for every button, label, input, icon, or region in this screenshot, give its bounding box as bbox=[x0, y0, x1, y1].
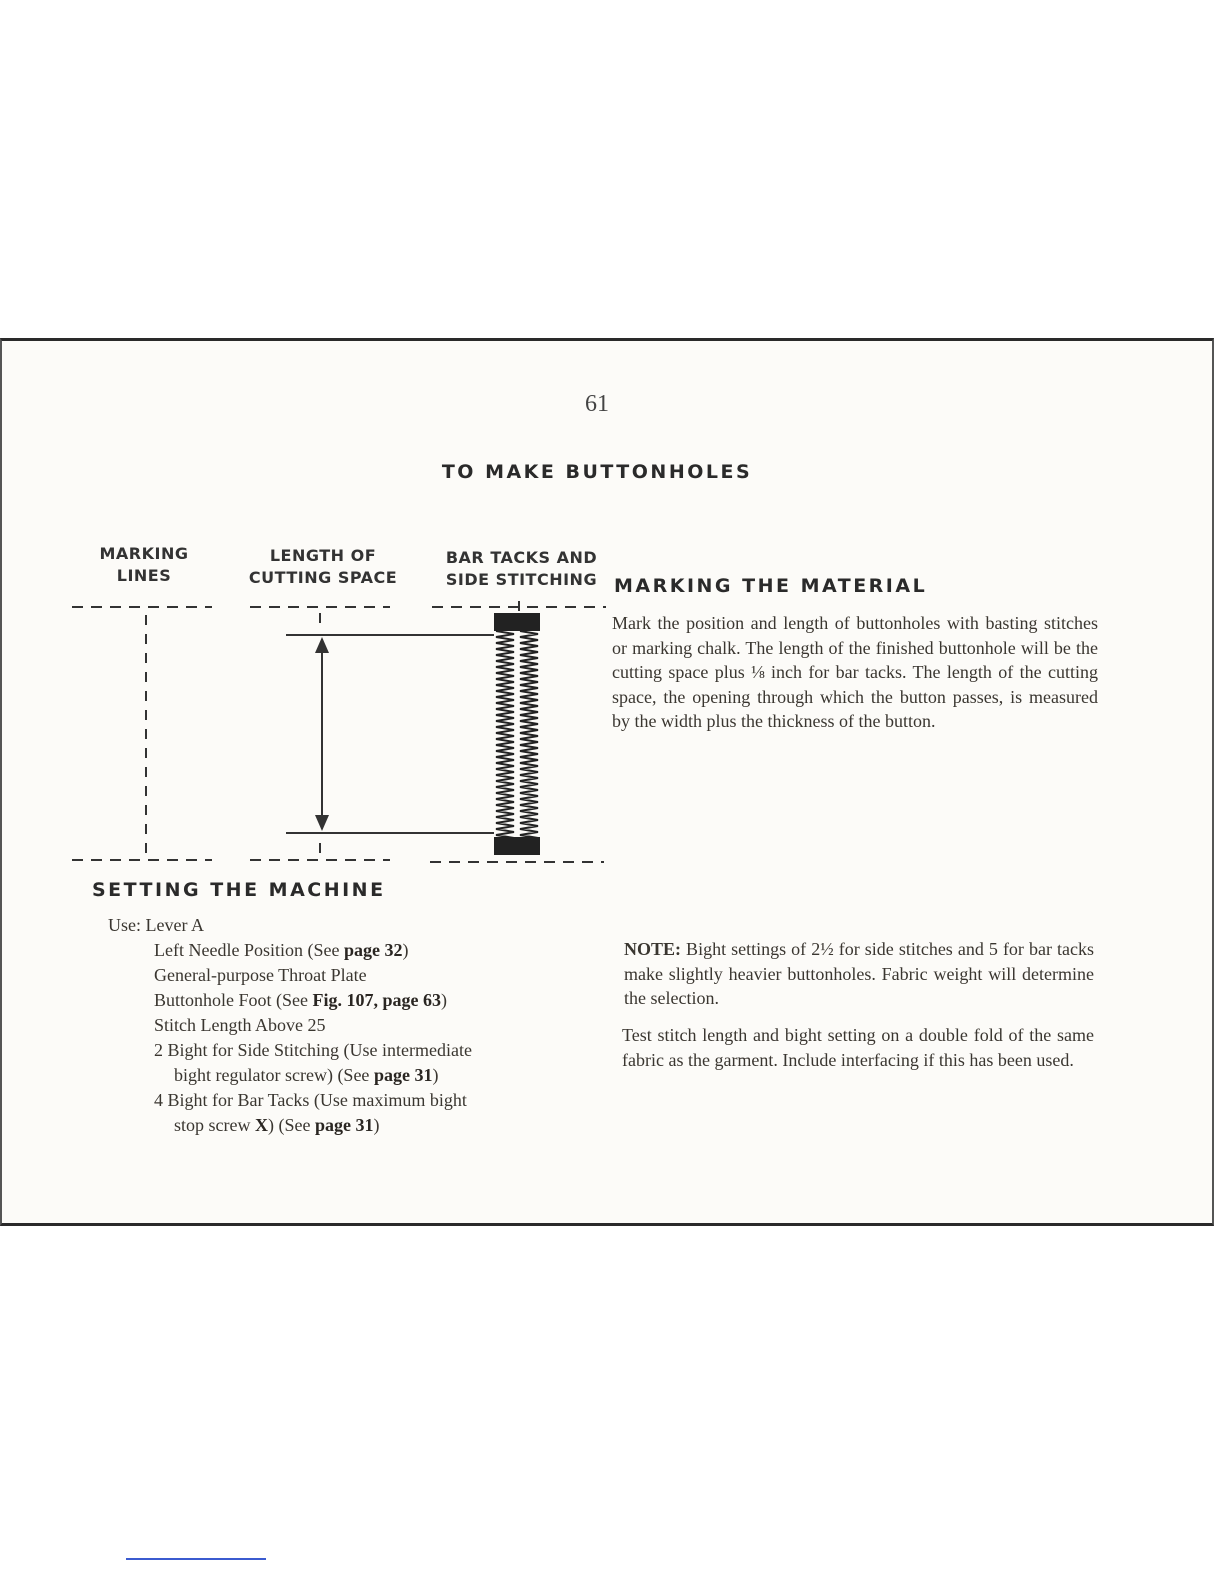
test-paragraph: Test stitch length and bight setting on a double fold of the same fabric as the garment. Include interfacing if this has been used. bbox=[622, 1025, 1094, 1070]
bar-page-ref: page 31 bbox=[314, 1115, 374, 1135]
setting-use-row: Use: Lever A bbox=[108, 915, 204, 935]
label-bar-tacks: BAR TACKS AND SIDE STITCHING bbox=[445, 548, 598, 589]
label-marking-lines: MARKING LINES bbox=[99, 544, 189, 585]
lever-item: Lever A bbox=[145, 915, 204, 935]
side-page-ref: page 31 bbox=[373, 1065, 433, 1085]
page-title: TO MAKE BUTTONHOLES bbox=[441, 461, 753, 483]
screw-x-ref: X bbox=[254, 1115, 268, 1135]
setting-heading: SETTING THE MACHINE bbox=[92, 879, 386, 901]
label-cutting-space: LENGTH OF CUTTING SPACE bbox=[248, 546, 398, 587]
stitch-length-item: Stitch Length Above 25 bbox=[154, 1015, 326, 1035]
foot-figure-ref: Fig. 107, page 63 bbox=[312, 990, 441, 1010]
foot-item: Buttonhole Foot (See Fig. 107, page 63) bbox=[154, 990, 447, 1010]
side-stitch-item: 2 Bight for Side Stitching (Use intermediate bbox=[154, 1040, 472, 1060]
arrow-up-head bbox=[315, 637, 329, 653]
note-paragraph: NOTE: Bight settings of 2½ for side stitches and 5 for bar tacks make slightly heavier buttonholes. Fabric weight will determine the selection. bbox=[624, 939, 1094, 1008]
buttonhole-diagram bbox=[2, 341, 622, 901]
page-number: 61 bbox=[585, 391, 609, 417]
throat-plate-item: General-purpose Throat Plate bbox=[154, 965, 367, 985]
bar-tack-item-cont: stop screw X) (See page 31) bbox=[174, 1115, 380, 1135]
needle-page-ref: page 32 bbox=[343, 940, 403, 960]
bottom-bar-tack bbox=[494, 837, 540, 855]
top-bar-tack bbox=[494, 613, 540, 631]
marking-heading: MARKING THE MATERIAL bbox=[614, 575, 928, 597]
manual-page bbox=[0, 338, 1214, 1226]
arrow-down-head bbox=[315, 815, 329, 831]
bottom-link-rule bbox=[126, 1558, 266, 1560]
bar-tack-item: 4 Bight for Bar Tacks (Use maximum bight bbox=[154, 1090, 467, 1110]
left-side-stitch bbox=[496, 631, 514, 838]
right-side-stitch bbox=[520, 631, 538, 838]
needle-item: Left Needle Position (See page 32) bbox=[154, 940, 409, 960]
buttonhole-stitching bbox=[494, 613, 540, 855]
side-stitch-item-cont: bight regulator screw) (See page 31) bbox=[174, 1065, 439, 1085]
note-label: NOTE: bbox=[624, 939, 682, 959]
setting-list bbox=[108, 913, 578, 1138]
marking-paragraph: Mark the position and length of buttonholes with basting stitches or marking chalk. The length of the finished buttonhole will be the cutting space plus ⅛ inch for bar tacks. The length of the cutting space, the opening through which the button passes, is measured by the width plus the thickness of the button. bbox=[612, 613, 1098, 731]
